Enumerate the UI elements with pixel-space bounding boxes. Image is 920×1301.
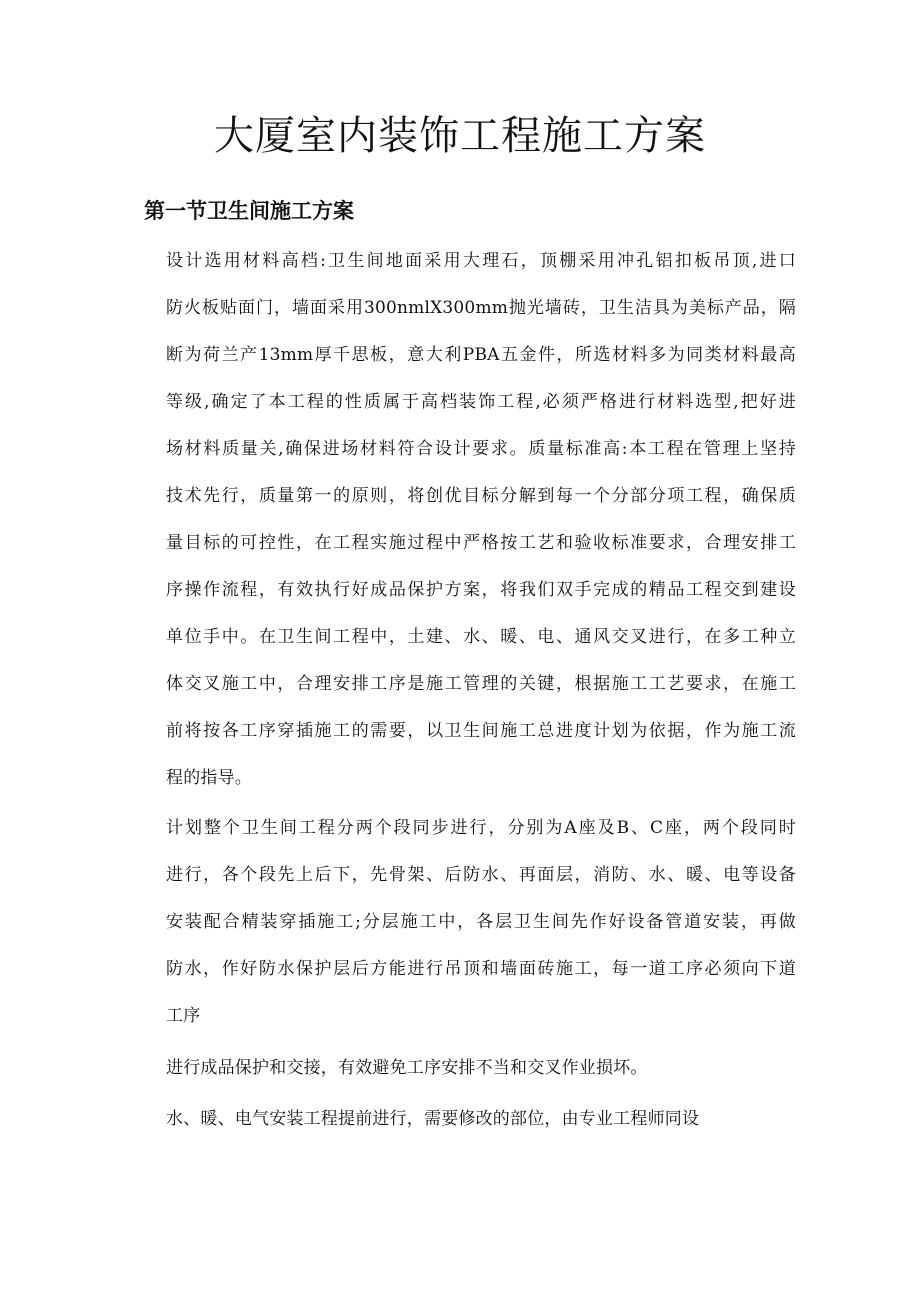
paragraph-line: 量目标的可控性，在工程实施过程中严格按工艺和验收标准要求，合理安排工 xyxy=(166,533,796,553)
paragraph-line: 断为荷兰产13mm厚千思板，意大利PBA五金件，所选材料多为同类材料最高 xyxy=(166,345,796,365)
paragraph-line: 进行，各个段先上后下，先骨架、后防水、再面层，消防、水、暖、电等设备 xyxy=(166,865,796,885)
paragraph-line: 前将按各工序穿插施工的需要，以卫生间施工总进度计划为依据，作为施工流 xyxy=(166,721,796,741)
paragraph-line: 场材料质量关,确保进场材料符合设计要求。质量标准高:本工程在管理上坚持 xyxy=(166,439,796,459)
paragraph-line: 设计选用材料高档:卫生间地面采用大理石，顶棚采用冲孔铝扣板吊顶,进口 xyxy=(166,251,796,271)
paragraph-line: 体交叉施工中，合理安排工序是施工管理的关键，根据施工工艺要求，在施工 xyxy=(166,674,796,694)
paragraph-line: 序操作流程，有效执行好成品保护方案，将我们双手完成的精品工程交到建设 xyxy=(166,580,796,600)
paragraph-line: 工序 xyxy=(166,1006,201,1026)
paragraph-line: 水、暖、电气安装工程提前进行，需要修改的部位，由专业工程师同设 xyxy=(166,1109,700,1129)
section-heading: 第一节卫生间施工方案 xyxy=(144,199,354,223)
paragraph-line: 计划整个卫生间工程分两个段同步进行，分别为A座及B、C座，两个段同时 xyxy=(166,818,796,838)
paragraph-line: 单位手中。在卫生间工程中，土建、水、暖、电、通风交叉进行，在多工种立 xyxy=(166,627,796,647)
paragraph-line: 安装配合精装穿插施工;分层施工中，各层卫生间先作好设备管道安装，再做 xyxy=(166,912,796,932)
paragraph-line: 技术先行，质量第一的原则，将创优目标分解到每一个分部分项工程，确保质 xyxy=(166,486,796,506)
paragraph-line: 等级,确定了本工程的性质属于高档装饰工程,必须严格进行材料选型,把好进 xyxy=(166,392,796,412)
document-title: 大厦室内装饰工程施工方案 xyxy=(214,113,706,159)
paragraph-line: 防火板贴面门，墙面采用300nmlX300mm抛光墙砖，卫生洁具为美标产品，隔 xyxy=(166,298,796,318)
paragraph-line: 程的指导。 xyxy=(166,768,252,788)
paragraph-line: 防水，作好防水保护层后方能进行吊顶和墙面砖施工，每一道工序必须向下道 xyxy=(166,959,796,979)
paragraph-line: 进行成品保护和交接，有效避免工序安排不当和交叉作业损坏。 xyxy=(166,1058,648,1078)
